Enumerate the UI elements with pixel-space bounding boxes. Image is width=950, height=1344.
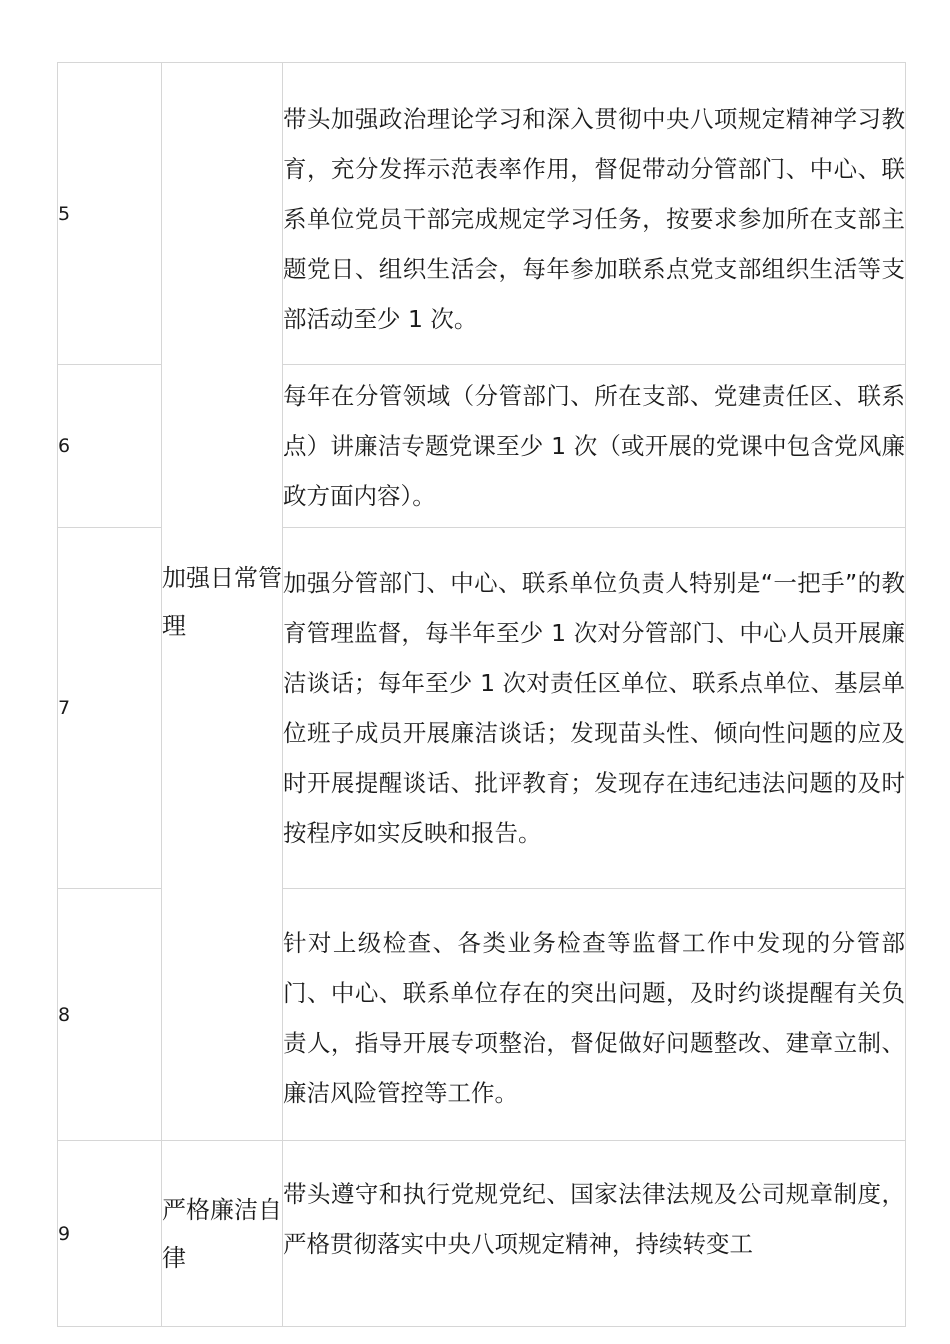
row-number: 9 [58,1141,162,1327]
table-row [58,1141,906,1327]
row-number: 5 [58,63,162,365]
row-content: 带头加强政治理论学习和深入贯彻中央八项规定精神学习教育，充分发挥示范表率作用，督促带动分管部门、中心、联系单位党员干部完成规定学习任务，按要求参加所在支部主题党日、组织生活会，每年参加联系点党支部组织生活等支部活动至少 1 次。 [283,63,906,365]
table-row [58,63,906,365]
category-strict-integrity: 严格廉洁自律 [162,1141,283,1327]
row-number: 7 [58,528,162,889]
row-number: 6 [58,365,162,528]
row-content: 带头遵守和执行党规党纪、国家法律法规及公司规章制度，严格贯彻落实中央八项规定精神，持续转变工 [283,1180,905,1258]
row-number: 8 [58,889,162,1141]
responsibility-table [57,62,906,1327]
row-content: 针对上级检查、各类业务检查等监督工作中发现的分管部门、中心、联系单位存在的突出问题，及时约谈提醒有关负责人，指导开展专项整治，督促做好问题整改、建章立制、廉洁风险管控等工作。 [283,889,906,1141]
row-content-container [283,1141,906,1327]
category-daily-management: 加强日常管理 [162,63,283,1141]
row-content: 加强分管部门、中心、联系单位负责人特别是“一把手”的教育管理监督，每半年至少 1 次对分管部门、中心人员开展廉洁谈话；每年至少 1 次对责任区单位、联系点单位、基层单位班子成员开展廉洁谈话；发现苗头性、倾向性问题的应及时开展提醒谈话、批评教育；发现存在违纪违法问题的及时按程序如实反映和报告。 [283,528,906,889]
row-content: 每年在分管领域（分管部门、所在支部、党建责任区、联系点）讲廉洁专题党课至少 1 次（或开展的党课中包含党风廉政方面内容）。 [283,365,906,528]
